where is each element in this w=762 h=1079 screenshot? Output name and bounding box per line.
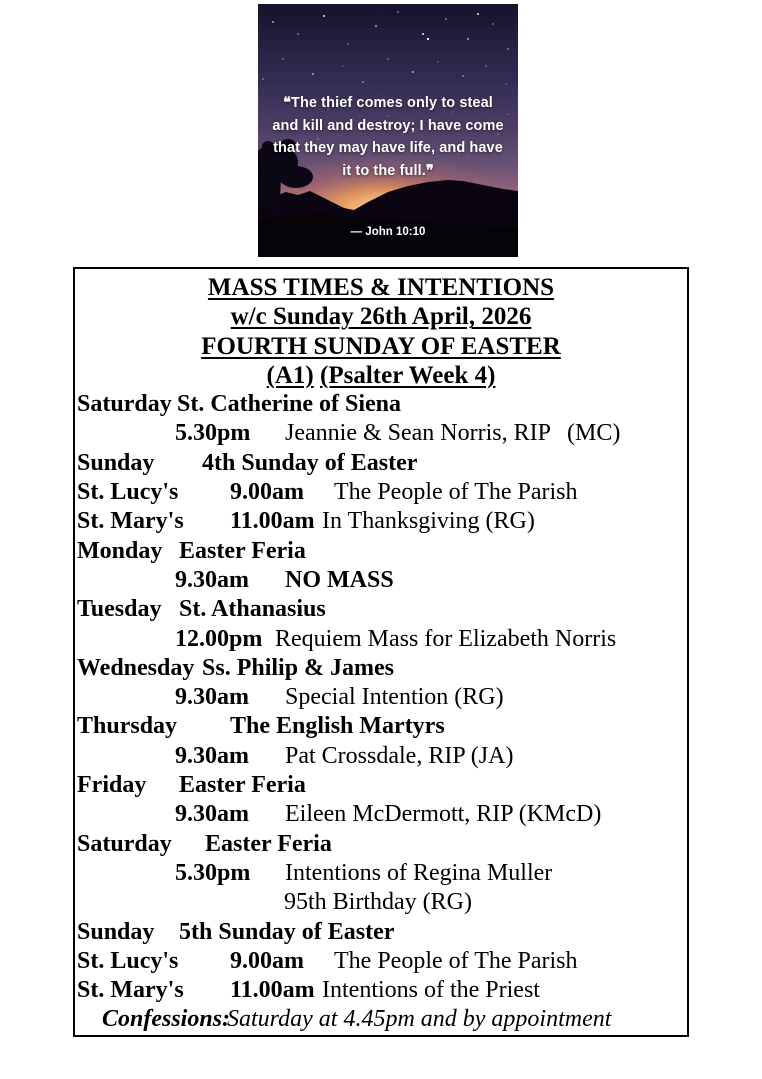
schedule-row xyxy=(77,771,685,800)
quote-line-2: and kill and destroy; I have come xyxy=(272,117,504,134)
time: 9.30am xyxy=(175,742,249,769)
time: 12.00pm xyxy=(175,625,263,652)
schedule-row xyxy=(77,947,685,976)
day: Tuesday xyxy=(77,596,162,623)
intention: Requiem Mass for Elizabeth Norris xyxy=(275,625,617,652)
schedule-row xyxy=(77,595,685,624)
schedule-row xyxy=(77,625,685,654)
church: St. Lucy's xyxy=(77,479,179,506)
schedule-row xyxy=(77,976,685,1005)
day: Wednesday xyxy=(77,654,195,681)
intention: Intentions of Regina Muller xyxy=(285,859,553,886)
bulletin-title xyxy=(77,273,685,302)
bulletin-title-text: MASS TIMES & INTENTIONS xyxy=(207,274,555,301)
time: 9.30am xyxy=(175,801,249,828)
intention-continued: 95th Birthday (RG) xyxy=(284,889,472,916)
time: 9.00am xyxy=(230,479,304,506)
day: Monday xyxy=(77,537,163,564)
feast: The English Martyrs xyxy=(230,713,445,740)
time: 5.30pm xyxy=(175,420,251,447)
schedule-row xyxy=(77,1005,685,1034)
day: Saturday xyxy=(77,391,172,418)
church: St. Mary's xyxy=(77,508,184,535)
day: Sunday xyxy=(77,918,155,945)
quote-line-3: that they may have life, and have xyxy=(273,140,503,156)
schedule-row xyxy=(77,918,685,947)
schedule-row xyxy=(77,419,685,448)
time: 5.30pm xyxy=(175,859,251,886)
scripture-image xyxy=(258,4,518,257)
church: St. Mary's xyxy=(77,977,184,1004)
lectionary-cycle: (A1) xyxy=(266,361,314,389)
time: 11.00am xyxy=(230,977,315,1004)
feast: 5th Sunday of Easter xyxy=(179,918,395,945)
intention: Eileen McDermott, RIP (KMcD) xyxy=(285,801,602,828)
schedule-row xyxy=(77,566,685,595)
feast: St. Catherine of Siena xyxy=(177,391,401,418)
schedule-row xyxy=(77,830,685,859)
schedule-row xyxy=(77,859,685,888)
day: Friday xyxy=(77,772,147,799)
schedule-row xyxy=(77,449,685,478)
schedule-row xyxy=(77,888,685,917)
schedule-row xyxy=(77,507,685,536)
intention: The People of The Parish xyxy=(334,947,578,974)
intention: The People of The Parish xyxy=(334,479,578,506)
feast: St. Athanasius xyxy=(179,596,326,623)
schedule-row xyxy=(77,390,685,419)
intention: In Thanksgiving (RG) xyxy=(322,508,535,535)
confessions-text: Saturday at 4.45pm and by appointment xyxy=(227,1006,612,1033)
week-commencing xyxy=(77,302,685,331)
initials: (MC) xyxy=(567,420,621,447)
quote-line-4: it to the full.❞ xyxy=(342,162,434,179)
day: Saturday xyxy=(77,830,172,857)
time: 9.30am xyxy=(175,566,249,593)
schedule-row xyxy=(77,800,685,829)
feast: Ss. Philip & James xyxy=(202,654,395,681)
scripture-reference: — John 10:10 xyxy=(350,226,426,238)
church: St. Lucy's xyxy=(77,947,179,974)
intention: Pat Crossdale, RIP (JA) xyxy=(285,742,514,769)
feast-day xyxy=(77,332,685,361)
schedule-row xyxy=(77,537,685,566)
quote-line-1: ❝The thief comes only to steal xyxy=(283,95,493,111)
schedule-row xyxy=(77,742,685,771)
time: 11.00am xyxy=(230,508,315,535)
schedule-row xyxy=(77,683,685,712)
scripture-quote xyxy=(262,92,514,182)
confessions-label: Confessions: xyxy=(102,1006,231,1033)
feast: Easter Feria xyxy=(205,830,332,857)
intention: Intentions of the Priest xyxy=(322,977,540,1004)
schedule-row xyxy=(77,478,685,507)
intention: Jeannie & Sean Norris, RIP xyxy=(285,420,551,447)
day: Sunday xyxy=(77,449,155,476)
intention: Special Intention (RG) xyxy=(285,684,504,711)
mass-schedule xyxy=(77,390,685,1035)
time: 9.00am xyxy=(230,947,304,974)
bulletin-box xyxy=(73,267,689,1037)
day: Thursday xyxy=(77,713,178,740)
intention: NO MASS xyxy=(285,566,394,593)
psalter-week: (Psalter Week 4) xyxy=(320,361,496,389)
schedule-row xyxy=(77,654,685,683)
feast: Easter Feria xyxy=(179,537,306,564)
schedule-row xyxy=(77,712,685,741)
time: 9.30am xyxy=(175,684,249,711)
feast: Easter Feria xyxy=(179,772,306,799)
feast-day-text: FOURTH SUNDAY OF EASTER xyxy=(201,332,561,360)
cycle-psalter xyxy=(77,361,685,390)
week-commencing-text: w/c Sunday 26th April, 2026 xyxy=(230,303,532,331)
feast: 4th Sunday of Easter xyxy=(202,449,418,476)
